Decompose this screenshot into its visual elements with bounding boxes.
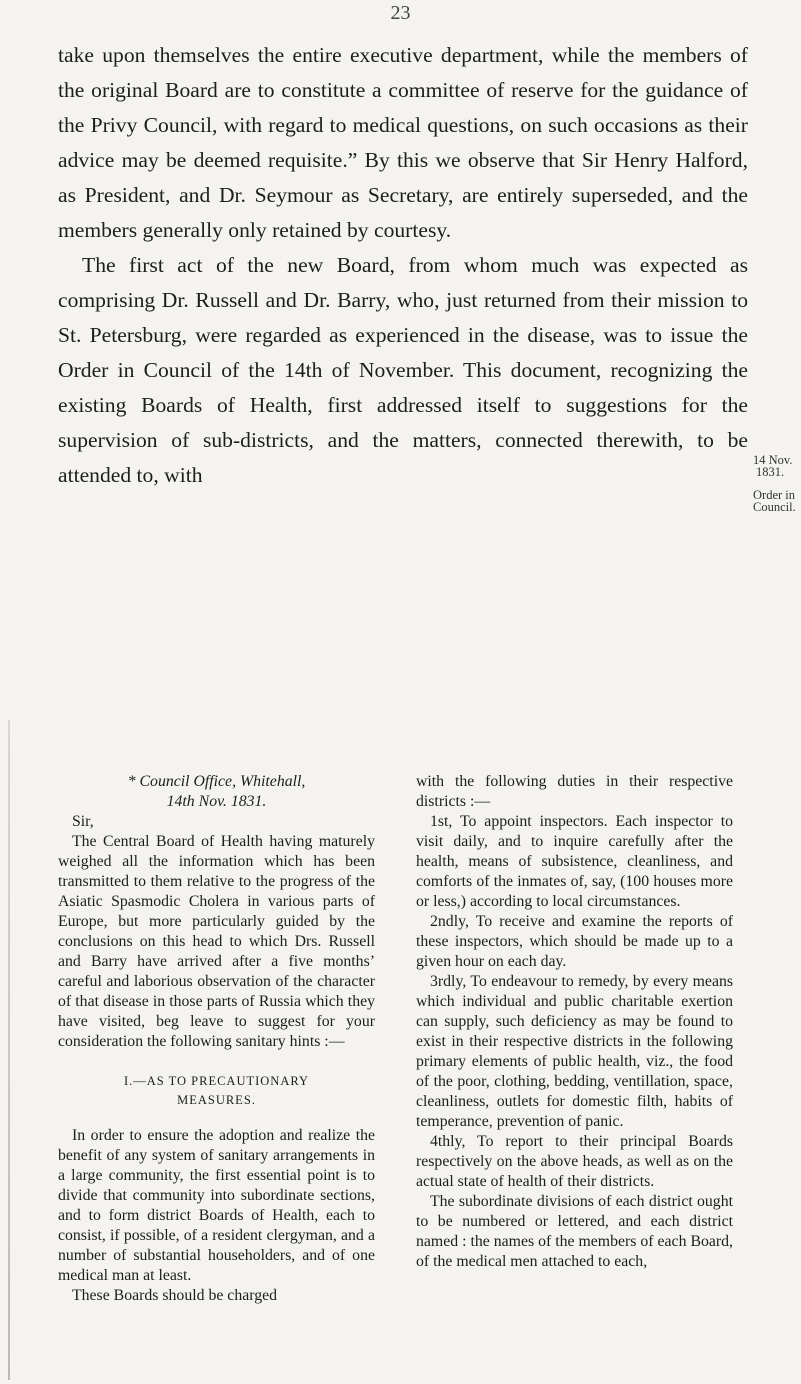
footnote-item-4: 4thly, To report to their principal Boards respectively on the above heads, as well as on the actual state of health of their districts. <box>416 1133 733 1190</box>
footnote-item-2: 2ndly, To receive and examine the reports of these inspectors, which should be made up to a given hour on each day. <box>416 913 733 970</box>
footnote-heading-line1: I.—AS TO PRECAUTIONARY <box>123 1074 310 1088</box>
binding-edge <box>8 720 10 1380</box>
main-paragraph-1: take upon themselves the entire executive department, while the members of the original Board are to constitute a committee of reserve for the guidance of the Privy Council, with regard to medical questions, on such occasions as their advice may be deemed requisite.” By this we observe that Sir Henry Halford, as President, and Dr. Seymour as Secretary, are entirely superseded, and the members generally only retained by courtesy. <box>58 43 748 242</box>
margin-note-label-line2: Council. <box>753 500 796 514</box>
footnote-left-column <box>58 772 375 1306</box>
footnote-right-para: The subordinate divisions of each district ought to be numbered or lettered, and each district named : the names of the members of each Board, of the medical men attached to each, <box>416 1193 733 1270</box>
margin-note-date-line1: 14 Nov. <box>753 453 793 467</box>
footnote-salutation: Sir, <box>72 813 94 830</box>
margin-note-date-line2: 1831. <box>756 465 785 479</box>
footnote-right-column <box>416 772 733 1272</box>
footnote-left-para1: In order to ensure the adoption and realize the benefit of any system of sanitary arrangements in a large community, the first essential point is to divide that community into subordinate sections, and to form district Boards of Health, each to consist, if possible, of a resident clergyman, and a number of substantial householders, and of one medical man at least. <box>58 1127 375 1284</box>
margin-note-label <box>753 489 801 513</box>
footnote-title-line1: * Council Office, Whitehall, <box>127 773 306 790</box>
margin-note-label-line1: Order in <box>753 488 795 502</box>
footnote-left-para2: These Boards should be charged <box>72 1287 278 1304</box>
footnote-heading-line2: MEASURES. <box>177 1093 256 1107</box>
main-text <box>58 38 748 493</box>
footnote-title-line2: 14th Nov. 1831. <box>166 793 267 810</box>
footnote-body: The Central Board of Health having maturely weighed all the information which has been transmitted to them relative to the progress of the Asiatic Spasmodic Cholera in various parts of Europe, but more particularly guided by the conclusions on this head to which Drs. Russell and Barry have arrived after a five months’ careful and laborious observation of the character of that disease in those parts of Russia which they have visited, beg leave to suggest for your consideration the following sanitary hints :— <box>58 833 375 1050</box>
main-paragraph-2: The first act of the new Board, from whom much was expected as comprising Dr. Russell and Dr. Barry, who, just returned from their mission to St. Petersburg, were regarded as experienced in the disease, was to issue the Order in Council of the 14th of November. This document, recognizing the existing Boards of Health, first addressed itself to suggestions for the supervision of sub-districts, and the matters, connected therewith, to be attended to, with <box>58 253 748 487</box>
footnote-item-3: 3rdly, To endeavour to remedy, by every means which individual and public charitable exertion can supply, such deficiency as may be found to exist in their respective districts in the following primary elements of public health, viz., the food of the poor, clothing, bedding, ventillation, space, cleanliness, outlets for domestic filth, habits of temperance, prevention of panic. <box>416 973 733 1130</box>
footnote-heading <box>58 1072 375 1110</box>
page-number: 23 <box>390 2 411 24</box>
footnote-item-1: 1st, To appoint inspectors. Each inspector to visit daily, and to inquire carefully after the health, means of subsistence, cleanliness, and comforts of the inmates of, say, (100 houses more or less,) according to local circumstances. <box>416 813 733 910</box>
footnote-right-intro: with the following duties in their respective districts :— <box>416 773 733 810</box>
margin-note-date <box>753 454 801 478</box>
